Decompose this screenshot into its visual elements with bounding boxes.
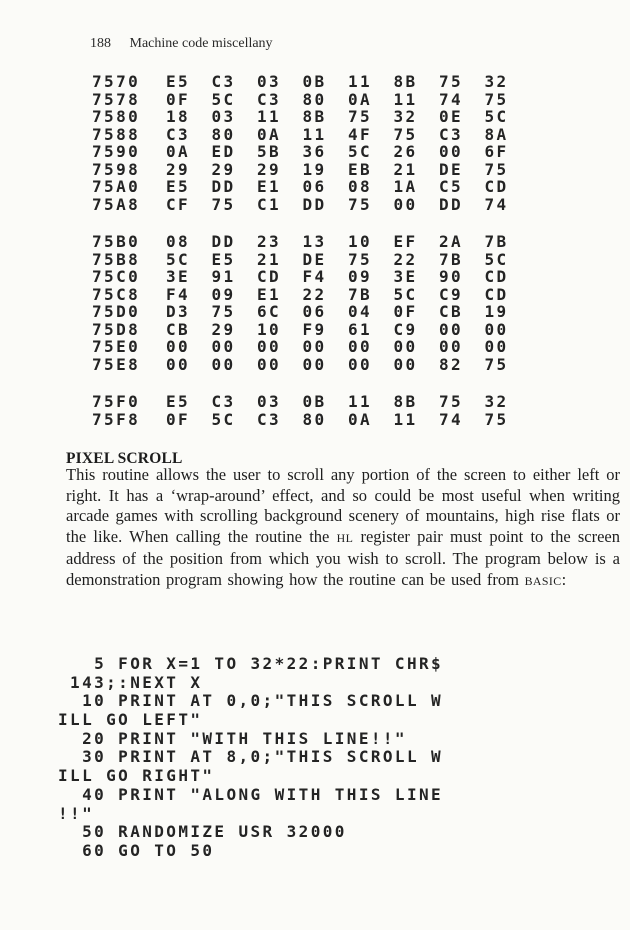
hex-byte: 18 <box>166 107 191 126</box>
hex-byte: E5 <box>166 72 191 91</box>
hex-address: 75A0 <box>92 177 141 196</box>
hex-byte: 7B <box>348 284 373 304</box>
hex-byte: C9 <box>439 284 464 304</box>
hex-row <box>92 196 530 214</box>
hex-address: 75C8 <box>92 284 141 304</box>
hex-byte: 00 <box>211 337 236 356</box>
hex-byte: 00 <box>211 354 236 374</box>
hex-byte: 74 <box>439 409 464 429</box>
hex-address: 75F0 <box>92 392 141 411</box>
hex-byte: 11 <box>393 89 418 109</box>
hex-byte: 74 <box>484 194 509 214</box>
hex-row <box>92 286 530 304</box>
hex-byte: 08 <box>166 232 191 251</box>
hex-byte: 5C <box>166 249 191 269</box>
hex-byte: 75 <box>484 354 509 374</box>
hex-row <box>92 251 530 269</box>
hex-address: 7598 <box>92 159 141 179</box>
hex-byte: CB <box>166 319 191 339</box>
hex-byte: 80 <box>211 124 236 144</box>
hex-byte: F4 <box>302 267 327 286</box>
hex-row <box>92 393 530 411</box>
hex-byte: 5C <box>211 409 236 429</box>
hex-byte: 6C <box>257 302 282 321</box>
hex-byte: 6F <box>484 142 509 161</box>
running-title: Machine code miscellany <box>129 36 273 51</box>
hex-byte: E1 <box>257 284 282 304</box>
hex-byte: C3 <box>439 124 464 144</box>
hex-byte: 32 <box>484 72 509 91</box>
hex-byte: 3E <box>393 267 418 286</box>
basic-listing <box>58 655 443 861</box>
hex-byte: 00 <box>302 337 327 356</box>
basic-line: !!" <box>58 803 95 823</box>
hex-row <box>92 143 530 161</box>
paragraph-text: register pair must point to the screen address of the position from which you wish to scroll. The program below is a demonstration program showing how the routine can be used from <box>66 527 621 589</box>
hex-byte: 00 <box>484 319 509 339</box>
hex-row <box>92 126 530 144</box>
hex-byte: 0F <box>393 302 418 321</box>
hex-byte: C3 <box>166 124 191 144</box>
hex-address: 75E8 <box>92 354 141 374</box>
hex-byte: 5B <box>257 142 282 161</box>
hex-byte: 13 <box>302 232 327 251</box>
hex-address: 75B0 <box>92 232 141 251</box>
hex-address: 7588 <box>92 124 141 144</box>
hex-byte: EB <box>348 159 373 179</box>
hex-address: 75D0 <box>92 302 141 321</box>
hex-byte: 2A <box>439 232 464 251</box>
hex-byte: 29 <box>211 159 236 179</box>
hex-byte: EF <box>393 232 418 251</box>
hex-byte: CD <box>257 267 282 286</box>
hex-byte: 7B <box>484 232 509 251</box>
hex-row <box>92 411 530 429</box>
hex-byte: 21 <box>257 249 282 269</box>
hex-byte: F4 <box>166 284 191 304</box>
hex-byte: 0B <box>302 72 327 91</box>
hex-byte: 8B <box>393 72 418 91</box>
hex-byte: 5C <box>348 142 373 161</box>
hex-byte: 03 <box>211 107 236 126</box>
hex-byte: CD <box>484 284 509 304</box>
hex-byte: 75 <box>211 302 236 321</box>
basic-line: 20 PRINT "WITH THIS LINE!!" <box>58 728 407 748</box>
hex-address: 75E0 <box>92 337 141 356</box>
hex-row <box>92 73 530 91</box>
hex-byte: 00 <box>257 337 282 356</box>
hex-byte: 00 <box>166 337 191 356</box>
hex-byte: 61 <box>348 319 373 339</box>
hex-byte: F9 <box>302 319 327 339</box>
hex-byte: 00 <box>166 354 191 374</box>
hex-byte: 90 <box>439 267 464 286</box>
hex-byte: 06 <box>302 302 327 321</box>
hex-byte: 04 <box>348 302 373 321</box>
hex-byte: 5C <box>484 107 509 126</box>
hex-byte: 0B <box>302 392 327 411</box>
hex-byte: 75 <box>348 107 373 126</box>
hex-byte: 0A <box>257 124 282 144</box>
basic-line: ILL GO RIGHT" <box>58 766 215 786</box>
hex-byte: 0A <box>348 409 373 429</box>
hex-dump <box>92 73 530 448</box>
hex-byte: 11 <box>348 392 373 411</box>
basic-line: 5 FOR X=1 TO 32*22:PRINT CHR$ <box>58 654 444 673</box>
hex-byte: 8A <box>484 124 509 144</box>
hex-byte: C3 <box>257 89 282 109</box>
hex-byte: 26 <box>393 142 418 161</box>
hex-byte: 22 <box>302 284 327 304</box>
hex-byte: E5 <box>211 249 236 269</box>
page-number: 188 <box>90 36 111 51</box>
hex-byte: DD <box>211 232 236 251</box>
hex-byte: 75 <box>211 194 236 214</box>
hex-address: 7570 <box>92 72 141 91</box>
hex-row <box>92 178 530 196</box>
hex-byte: 4F <box>348 124 373 144</box>
page-header <box>90 36 273 52</box>
hex-byte: DD <box>211 177 236 196</box>
hex-byte: 22 <box>393 249 418 269</box>
hex-byte: 74 <box>439 89 464 109</box>
hex-byte: ED <box>211 142 236 161</box>
hex-byte: 11 <box>393 409 418 429</box>
hex-byte: 29 <box>257 159 282 179</box>
hex-byte: 75 <box>484 159 509 179</box>
hex-byte: C3 <box>257 409 282 429</box>
hex-byte: 29 <box>166 159 191 179</box>
hex-byte: 91 <box>211 267 236 286</box>
hex-byte: CF <box>166 194 191 214</box>
hex-byte: 32 <box>484 392 509 411</box>
hex-address: 7578 <box>92 89 141 109</box>
hex-byte: 36 <box>302 142 327 161</box>
basic-line: 30 PRINT AT 8,0;"THIS SCROLL W <box>58 747 444 767</box>
hex-byte: 19 <box>484 302 509 321</box>
hex-byte: 00 <box>257 354 282 374</box>
hex-byte: E1 <box>257 177 282 196</box>
hex-byte: 00 <box>348 354 373 374</box>
hex-byte: E5 <box>166 392 191 411</box>
hex-byte: 5C <box>211 89 236 109</box>
hex-byte: 1A <box>393 177 418 196</box>
hex-byte: D3 <box>166 302 191 321</box>
hex-byte: 00 <box>439 319 464 339</box>
hex-block <box>92 233 530 373</box>
hex-byte: C9 <box>393 319 418 339</box>
hex-byte: C1 <box>257 194 282 214</box>
hex-byte: 82 <box>439 354 464 374</box>
hex-address: 75F8 <box>92 409 141 429</box>
hex-byte: 10 <box>348 232 373 251</box>
hex-byte: 06 <box>302 177 327 196</box>
hex-byte: 00 <box>393 194 418 214</box>
hex-row <box>92 91 530 109</box>
hex-byte: 0A <box>348 89 373 109</box>
hex-byte: 00 <box>484 337 509 356</box>
hex-byte: 8B <box>302 107 327 126</box>
hex-byte: C3 <box>211 72 236 91</box>
hex-row <box>92 321 530 339</box>
hex-byte: 75 <box>484 409 509 429</box>
hex-byte: 5C <box>484 249 509 269</box>
hex-byte: 75 <box>439 72 464 91</box>
basic-line: 10 PRINT AT 0,0;"THIS SCROLL W <box>58 691 444 711</box>
hex-byte: 11 <box>257 107 282 126</box>
hex-row <box>92 338 530 356</box>
hex-byte: 00 <box>302 354 327 374</box>
hex-address: 7590 <box>92 142 141 161</box>
body-paragraph <box>66 465 620 591</box>
hex-byte: 09 <box>348 267 373 286</box>
hex-byte: CB <box>439 302 464 321</box>
hex-byte: 19 <box>302 159 327 179</box>
hex-row <box>92 268 530 286</box>
hex-byte: CD <box>484 177 509 196</box>
hex-byte: 11 <box>348 72 373 91</box>
hex-byte: 8B <box>393 392 418 411</box>
hex-byte: 32 <box>393 107 418 126</box>
hex-byte: 00 <box>439 142 464 161</box>
hex-byte: 80 <box>302 89 327 109</box>
hex-row <box>92 356 530 374</box>
hex-byte: 5C <box>393 284 418 304</box>
hex-address: 75D8 <box>92 319 141 339</box>
hex-byte: DD <box>439 194 464 214</box>
hex-row <box>92 108 530 126</box>
hex-byte: DE <box>439 159 464 179</box>
hex-byte: 00 <box>348 337 373 356</box>
hex-address: 75A8 <box>92 194 141 214</box>
basic-line: 60 GO TO 50 <box>58 840 215 860</box>
hex-byte: DE <box>302 249 327 269</box>
hex-byte: 10 <box>257 319 282 339</box>
hex-row <box>92 303 530 321</box>
hex-byte: 0F <box>166 89 191 109</box>
hex-block <box>92 73 530 213</box>
basic-line: ILL GO LEFT" <box>58 710 203 730</box>
hex-byte: 0E <box>439 107 464 126</box>
hl-register-smallcaps: HL <box>336 531 354 546</box>
hex-byte: 75 <box>439 392 464 411</box>
hex-byte: 23 <box>257 232 282 251</box>
hex-byte: 11 <box>302 124 327 144</box>
hex-byte: 00 <box>439 337 464 356</box>
hex-address: 75C0 <box>92 267 141 286</box>
hex-byte: 00 <box>393 337 418 356</box>
hex-address: 75B8 <box>92 249 141 269</box>
hex-byte: E5 <box>166 177 191 196</box>
hex-byte: 7B <box>439 249 464 269</box>
hex-byte: 03 <box>257 72 282 91</box>
hex-byte: DD <box>302 194 327 214</box>
hex-byte: 00 <box>393 354 418 374</box>
basic-line: 143;:NEXT X <box>58 672 203 692</box>
hex-byte: 80 <box>302 409 327 429</box>
hex-byte: 08 <box>348 177 373 196</box>
hex-byte: 21 <box>393 159 418 179</box>
hex-byte: 75 <box>393 124 418 144</box>
hex-byte: C3 <box>211 392 236 411</box>
paragraph-text: This routine allows the user to scroll any portion of the screen to either left or right. It has a ‘wrap-around’ effect, and so could be most useful when writing arcade games with scrolling background scenery of mountains, high rise flats or the like. When calling the routine the <box>66 465 620 547</box>
hex-byte: C5 <box>439 177 464 196</box>
hex-byte: 3E <box>166 267 191 286</box>
hex-byte: 75 <box>484 89 509 109</box>
hex-byte: 0A <box>166 142 191 161</box>
hex-row <box>92 233 530 251</box>
basic-line: 40 PRINT "ALONG WITH THIS LINE <box>58 784 444 804</box>
paragraph-text: : <box>561 569 567 589</box>
hex-block <box>92 393 530 428</box>
hex-byte: 09 <box>211 284 236 304</box>
hex-byte: 0F <box>166 409 191 429</box>
section-heading: PIXEL SCROLL <box>66 450 183 467</box>
hex-byte: 75 <box>348 249 373 269</box>
hex-byte: 29 <box>211 319 236 339</box>
hex-byte: 03 <box>257 392 282 411</box>
basic-line: 50 RANDOMIZE USR 32000 <box>58 822 347 842</box>
hex-row <box>92 161 530 179</box>
hex-address: 7580 <box>92 107 141 126</box>
hex-byte: CD <box>484 267 509 286</box>
hex-byte: 75 <box>348 194 373 214</box>
basic-smallcaps: BASIC <box>524 573 562 588</box>
